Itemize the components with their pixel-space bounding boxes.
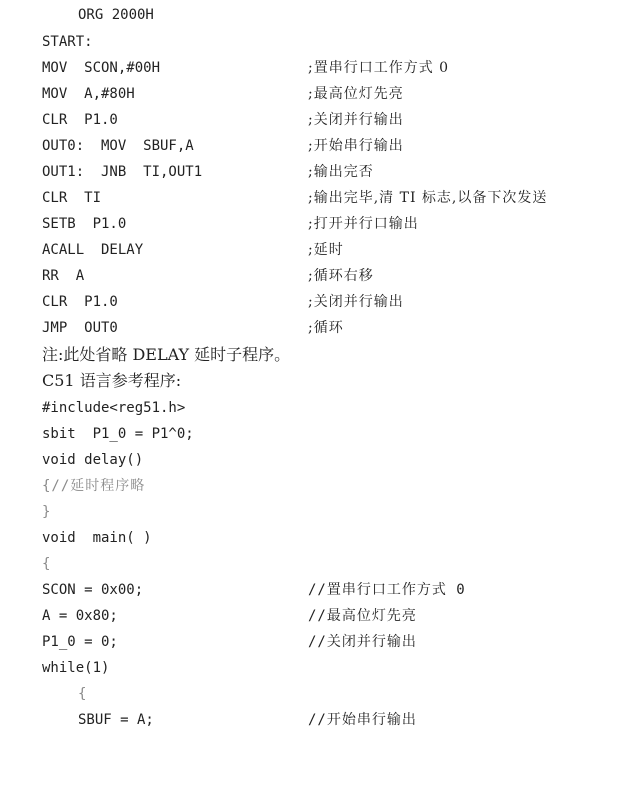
asm-comment: ;关闭并行输出 xyxy=(308,294,404,310)
asm-code-line: RR A xyxy=(42,268,85,284)
c51-delay-body: {//延时程序略 xyxy=(42,478,146,494)
asm-comment: ;打开并行口输出 xyxy=(308,216,419,232)
asm-comment: ;关闭并行输出 xyxy=(308,112,404,128)
asm-code-line: SETB P1.0 xyxy=(42,216,127,232)
c51-sbuf-line: SBUF = A; xyxy=(78,712,154,728)
c51-comment: //置串行口工作方式 0 xyxy=(308,582,466,598)
asm-comment: ;最高位灯先亮 xyxy=(308,86,404,102)
asm-code-line: OUT0: MOV SBUF,A xyxy=(42,138,194,154)
asm-code-line: MOV SCON,#00H xyxy=(42,60,161,76)
asm-code-line: JMP OUT0 xyxy=(42,320,118,336)
c51-include-line: #include<reg51.h> xyxy=(42,400,186,416)
c51-code-line: A = 0x80; xyxy=(42,608,118,624)
asm-comment: ;循环 xyxy=(308,320,344,336)
c51-heading: C51 语言参考程序: xyxy=(42,371,182,390)
c51-inner-open-brace: { xyxy=(78,686,87,702)
asm-comment: ;输出完毕,清 TI 标志,以备下次发送 xyxy=(308,190,548,206)
c51-while-line: while(1) xyxy=(42,660,110,676)
asm-code-line: ACALL DELAY xyxy=(42,242,144,258)
c51-open-brace: { xyxy=(42,556,51,572)
c51-sbit-line: sbit P1_0 = P1^0; xyxy=(42,426,194,442)
asm-comment: ;延时 xyxy=(308,242,344,258)
asm-comment: ;开始串行输出 xyxy=(308,138,404,154)
asm-code-line: CLR P1.0 xyxy=(42,294,118,310)
c51-close-brace: } xyxy=(42,504,51,520)
c51-comment: //关闭并行输出 xyxy=(308,634,417,650)
asm-comment: ;置串行口工作方式 0 xyxy=(308,60,450,76)
note-text: 注:此处省略 DELAY 延时子程序。 xyxy=(42,345,291,364)
asm-org-line: ORG 2000H xyxy=(78,7,154,23)
asm-start-label: START: xyxy=(42,34,93,50)
c51-main-declaration: void main( ) xyxy=(42,530,152,546)
asm-code-line: OUT1: JNB TI,OUT1 xyxy=(42,164,203,180)
c51-code-line: SCON = 0x00; xyxy=(42,582,144,598)
asm-comment: ;输出完否 xyxy=(308,164,374,180)
asm-comment: ;循环右移 xyxy=(308,268,374,284)
asm-code-line: MOV A,#80H xyxy=(42,86,135,102)
asm-code-line: CLR P1.0 xyxy=(42,112,118,128)
c51-code-line: P1_0 = 0; xyxy=(42,634,118,650)
asm-code-line: CLR TI xyxy=(42,190,102,206)
c51-comment: //最高位灯先亮 xyxy=(308,608,417,624)
c51-comment: //开始串行输出 xyxy=(308,712,417,728)
c51-delay-declaration: void delay() xyxy=(42,452,144,468)
